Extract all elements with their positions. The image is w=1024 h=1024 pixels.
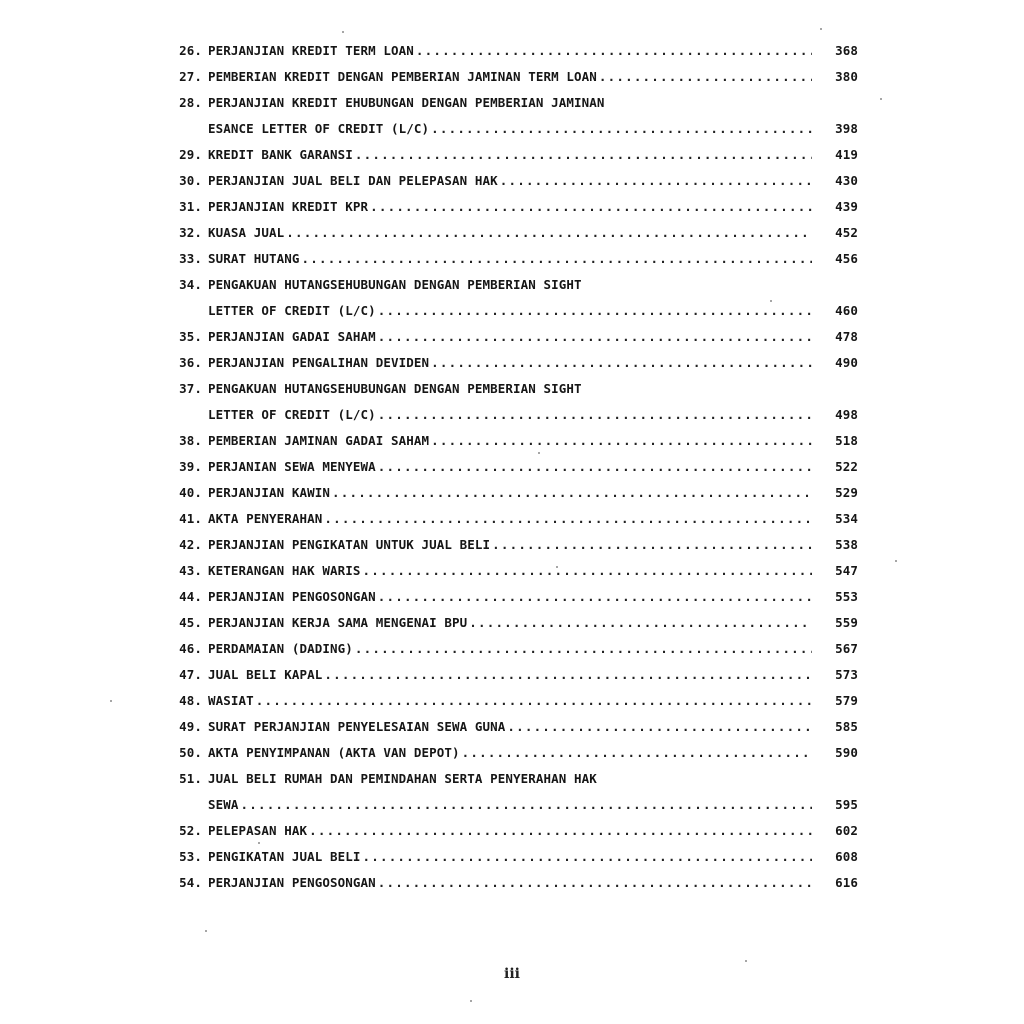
toc-entry	[150, 610, 870, 636]
scan-speck	[205, 930, 207, 932]
entry-number: 32.	[179, 225, 202, 240]
entry-page-number: 573	[835, 667, 858, 682]
entry-page-number: 490	[835, 355, 858, 370]
entry-title: PERJANJIAN PENGALIHAN DEVIDEN	[208, 355, 430, 370]
dot-leader	[469, 610, 812, 636]
scan-speck	[110, 700, 112, 702]
entry-page-number: 456	[835, 251, 858, 266]
entry-number: 45.	[179, 615, 202, 630]
entry-number: 41.	[179, 511, 202, 526]
entry-number: 51.	[179, 771, 202, 786]
toc-entry	[150, 818, 870, 844]
entry-number: 54.	[179, 875, 202, 890]
toc-entry	[150, 688, 870, 714]
entry-number: 35.	[179, 329, 202, 344]
dot-leader	[363, 844, 812, 870]
entry-page-number: 368	[835, 43, 858, 58]
entry-page-number: 590	[835, 745, 858, 760]
toc-line	[150, 766, 870, 792]
toc-line	[150, 688, 870, 714]
entry-title: KREDIT BANK GARANSI	[208, 147, 353, 162]
toc-line	[150, 558, 870, 584]
dot-leader	[431, 116, 812, 142]
entry-number: 40.	[179, 485, 202, 500]
dot-leader	[256, 688, 812, 714]
toc-line	[150, 740, 870, 766]
entry-title: SEWA	[208, 797, 239, 812]
entry-page-number: 430	[835, 173, 858, 188]
toc-entry	[150, 636, 870, 662]
entry-title: AKTA PENYERAHAN	[208, 511, 323, 526]
scan-speck	[820, 28, 822, 30]
toc-entry	[150, 766, 870, 818]
entry-title: PERJANJIAN JUAL BELI DAN PELEPASAN HAK	[208, 173, 498, 188]
dot-leader	[286, 220, 812, 246]
entry-title: PELEPASAN HAK	[208, 823, 308, 838]
scan-speck	[556, 566, 558, 568]
entry-number: 34.	[179, 277, 202, 292]
dot-leader	[378, 324, 812, 350]
dot-leader	[324, 506, 812, 532]
entry-page-number: 616	[835, 875, 858, 890]
toc-line	[150, 194, 870, 220]
dot-leader	[370, 194, 812, 220]
toc-entry	[150, 558, 870, 584]
entry-number: 26.	[179, 43, 202, 58]
toc-line	[150, 168, 870, 194]
entry-page-number: 559	[835, 615, 858, 630]
dot-leader	[302, 246, 812, 272]
entry-title: PEMBERIAN KREDIT DENGAN PEMBERIAN JAMINAN TERM LOAN	[208, 69, 597, 84]
toc-line	[150, 298, 870, 324]
entry-title: LETTER OF CREDIT (L/C)	[208, 303, 376, 318]
toc-line	[150, 116, 870, 142]
toc-line	[150, 90, 870, 116]
entry-number: 52.	[179, 823, 202, 838]
dot-leader	[492, 532, 812, 558]
scan-speck	[342, 31, 344, 33]
toc-line	[150, 142, 870, 168]
toc-entry	[150, 584, 870, 610]
entry-page-number: 547	[835, 563, 858, 578]
dot-leader	[416, 38, 812, 64]
entry-title: PERJANJIAN KREDIT EHUBUNGAN DENGAN PEMBERIAN JAMINAN	[208, 95, 605, 110]
dot-leader	[355, 636, 812, 662]
toc-line	[150, 844, 870, 870]
toc-entry	[150, 740, 870, 766]
entry-title: KETERANGAN HAK WARIS	[208, 563, 361, 578]
entry-number: 37.	[179, 381, 202, 396]
entry-number: 31.	[179, 199, 202, 214]
entry-number: 27.	[179, 69, 202, 84]
toc-line	[150, 480, 870, 506]
entry-title: AKTA PENYIMPANAN (AKTA VAN DEPOT)	[208, 745, 460, 760]
entry-page-number: 602	[835, 823, 858, 838]
toc-line	[150, 402, 870, 428]
entry-title: PENGIKATAN JUAL BELI	[208, 849, 361, 864]
entry-title: PENGAKUAN HUTANGSEHUBUNGAN DENGAN PEMBERIAN SIGHT	[208, 381, 582, 396]
entry-number: 50.	[179, 745, 202, 760]
toc-line	[150, 246, 870, 272]
entry-title: SURAT HUTANG	[208, 251, 300, 266]
entry-number: 53.	[179, 849, 202, 864]
entry-page-number: 538	[835, 537, 858, 552]
entry-page-number: 439	[835, 199, 858, 214]
toc-entry	[150, 870, 870, 896]
toc-entry	[150, 428, 870, 454]
entry-title: PEMBERIAN JAMINAN GADAI SAHAM	[208, 433, 430, 448]
toc-entry	[150, 844, 870, 870]
dot-leader	[378, 870, 812, 896]
entry-number: 48.	[179, 693, 202, 708]
toc-line	[150, 376, 870, 402]
entry-number: 29.	[179, 147, 202, 162]
entry-page-number: 452	[835, 225, 858, 240]
entry-title: WASIAT	[208, 693, 254, 708]
toc-line	[150, 870, 870, 896]
scan-speck	[745, 960, 747, 962]
toc-entry	[150, 38, 870, 64]
entry-page-number: 534	[835, 511, 858, 526]
toc-line	[150, 428, 870, 454]
toc-entry	[150, 376, 870, 428]
entry-title: LETTER OF CREDIT (L/C)	[208, 407, 376, 422]
entry-page-number: 478	[835, 329, 858, 344]
entry-title: PERJANJIAN KAWIN	[208, 485, 331, 500]
entry-title: PERJANJIAN KERJA SAMA MENGENAI BPU	[208, 615, 468, 630]
toc-entry	[150, 90, 870, 142]
entry-page-number: 398	[835, 121, 858, 136]
dot-leader	[309, 818, 812, 844]
entry-page-number: 567	[835, 641, 858, 656]
toc-line	[150, 584, 870, 610]
toc-line	[150, 610, 870, 636]
dot-leader	[507, 714, 812, 740]
toc-entry	[150, 246, 870, 272]
entry-number: 43.	[179, 563, 202, 578]
entry-title: PERJANJIAN GADAI SAHAM	[208, 329, 376, 344]
scan-speck	[538, 452, 540, 454]
scan-speck	[895, 560, 897, 562]
dot-leader	[599, 64, 812, 90]
scan-speck	[258, 842, 260, 844]
toc-entry	[150, 714, 870, 740]
toc-entry	[150, 168, 870, 194]
entry-title: PERJANJIAN PENGOSONGAN	[208, 589, 376, 604]
entry-title: PERJANJIAN KREDIT KPR	[208, 199, 369, 214]
dot-leader	[378, 584, 812, 610]
entry-page-number: 579	[835, 693, 858, 708]
entry-page-number: 380	[835, 69, 858, 84]
toc-line	[150, 220, 870, 246]
entry-number: 30.	[179, 173, 202, 188]
entry-page-number: 522	[835, 459, 858, 474]
entry-title: PERDAMAIAN (DADING)	[208, 641, 353, 656]
entry-title: JUAL BELI RUMAH DAN PEMINDAHAN SERTA PENYERAHAN HAK	[208, 771, 597, 786]
toc-entry	[150, 350, 870, 376]
entry-number: 36.	[179, 355, 202, 370]
dot-leader	[363, 558, 812, 584]
entry-number: 47.	[179, 667, 202, 682]
page-folio: iii	[504, 966, 520, 982]
entry-page-number: 498	[835, 407, 858, 422]
entry-page-number: 460	[835, 303, 858, 318]
toc-entry	[150, 194, 870, 220]
dot-leader	[355, 142, 812, 168]
toc-line	[150, 714, 870, 740]
entry-page-number: 585	[835, 719, 858, 734]
entry-title: PENGAKUAN HUTANGSEHUBUNGAN DENGAN PEMBERIAN SIGHT	[208, 277, 582, 292]
entry-title: ESANCE LETTER OF CREDIT (L/C)	[208, 121, 430, 136]
entry-page-number: 595	[835, 797, 858, 812]
toc-entry	[150, 220, 870, 246]
entry-page-number: 608	[835, 849, 858, 864]
entry-number: 33.	[179, 251, 202, 266]
toc-line	[150, 818, 870, 844]
entry-page-number: 518	[835, 433, 858, 448]
toc-line	[150, 662, 870, 688]
toc-line	[150, 324, 870, 350]
entry-number: 39.	[179, 459, 202, 474]
entry-number: 44.	[179, 589, 202, 604]
toc-line	[150, 792, 870, 818]
toc-line	[150, 454, 870, 480]
entry-title: JUAL BELI KAPAL	[208, 667, 323, 682]
toc-line	[150, 64, 870, 90]
toc-line	[150, 350, 870, 376]
entry-page-number: 529	[835, 485, 858, 500]
toc-entry	[150, 506, 870, 532]
entry-title: PERJANIAN SEWA MENYEWA	[208, 459, 376, 474]
toc-entry	[150, 142, 870, 168]
toc-line	[150, 532, 870, 558]
entry-title: PERJANJIAN PENGIKATAN UNTUK JUAL BELI	[208, 537, 491, 552]
dot-leader	[378, 298, 812, 324]
dot-leader	[324, 662, 812, 688]
entry-page-number: 553	[835, 589, 858, 604]
dot-leader	[332, 480, 812, 506]
toc-line	[150, 272, 870, 298]
entry-page-number: 419	[835, 147, 858, 162]
scan-speck	[880, 98, 882, 100]
toc-entry	[150, 454, 870, 480]
table-of-contents	[150, 38, 870, 896]
entry-number: 49.	[179, 719, 202, 734]
dot-leader	[378, 454, 812, 480]
scan-speck	[770, 300, 772, 302]
toc-line	[150, 506, 870, 532]
toc-entry	[150, 324, 870, 350]
toc-line	[150, 38, 870, 64]
entry-number: 42.	[179, 537, 202, 552]
toc-entry	[150, 480, 870, 506]
dot-leader	[378, 402, 812, 428]
dot-leader	[500, 168, 812, 194]
toc-entry	[150, 64, 870, 90]
entry-number: 38.	[179, 433, 202, 448]
toc-entry	[150, 532, 870, 558]
scan-speck	[470, 1000, 472, 1002]
entry-title: KUASA JUAL	[208, 225, 285, 240]
entry-title: SURAT PERJANJIAN PENYELESAIAN SEWA GUNA	[208, 719, 506, 734]
toc-entry	[150, 662, 870, 688]
toc-line	[150, 636, 870, 662]
entry-number: 46.	[179, 641, 202, 656]
toc-entry	[150, 272, 870, 324]
entry-number: 28.	[179, 95, 202, 110]
dot-leader	[431, 350, 812, 376]
entry-title: PERJANJIAN KREDIT TERM LOAN	[208, 43, 414, 58]
dot-leader	[462, 740, 812, 766]
entry-title: PERJANJIAN PENGOSONGAN	[208, 875, 376, 890]
dot-leader	[241, 792, 812, 818]
dot-leader	[431, 428, 812, 454]
